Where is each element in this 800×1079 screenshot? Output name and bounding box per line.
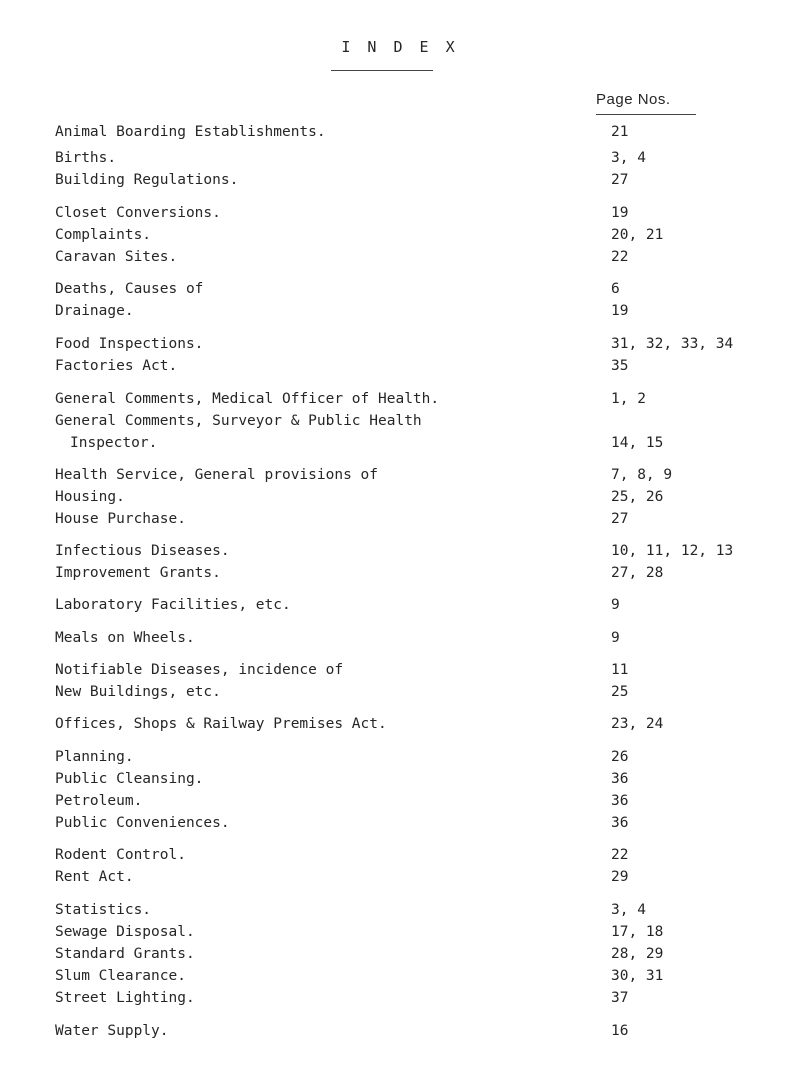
entry-page-numbers: 21 — [611, 124, 629, 140]
entry-topic: Notifiable Diseases, incidence of — [55, 662, 344, 678]
entry-page-numbers: 22 — [611, 249, 629, 265]
entry-topic: General Comments, Medical Officer of Health. — [55, 391, 440, 407]
entry-topic: Health Service, General provisions of — [55, 467, 379, 483]
entry-topic: Rodent Control. — [55, 847, 186, 863]
entry-page-numbers: 9 — [611, 597, 620, 613]
entry-page-numbers: 9 — [611, 630, 620, 646]
entry-topic: Slum Clearance. — [55, 968, 186, 984]
index-entry — [0, 1023, 800, 1043]
entry-topic: Complaints. — [55, 227, 152, 243]
index-entry — [0, 150, 800, 170]
index-entry — [0, 435, 800, 455]
entry-page-numbers: 11 — [611, 662, 629, 678]
index-entry — [0, 902, 800, 922]
entry-page-numbers: 14, 15 — [611, 435, 664, 451]
index-entry — [0, 489, 800, 509]
index-entry — [0, 124, 800, 144]
header-underline — [596, 114, 696, 115]
entry-page-numbers: 22 — [611, 847, 629, 863]
entry-page-numbers: 7, 8, 9 — [611, 467, 673, 483]
entry-topic: Laboratory Facilities, etc. — [55, 597, 291, 613]
index-entry — [0, 968, 800, 988]
entry-topic: Building Regulations. — [55, 172, 239, 188]
index-entry — [0, 771, 800, 791]
entry-page-numbers: 31, 32, 33, 34 — [611, 336, 734, 352]
entry-topic: Planning. — [55, 749, 134, 765]
index-entry — [0, 358, 800, 378]
entry-page-numbers: 26 — [611, 749, 629, 765]
entry-topic: General Comments, Surveyor & Public Health — [55, 413, 422, 429]
index-entry — [0, 413, 800, 433]
entry-page-numbers: 19 — [611, 205, 629, 221]
entry-page-numbers: 6 — [611, 281, 620, 297]
index-entry — [0, 662, 800, 682]
index-entry — [0, 869, 800, 889]
index-entry — [0, 793, 800, 813]
index-entry — [0, 630, 800, 650]
entry-page-numbers: 27 — [611, 511, 629, 527]
index-entry — [0, 946, 800, 966]
entry-page-numbers: 16 — [611, 1023, 629, 1039]
entry-page-numbers: 19 — [611, 303, 629, 319]
entry-page-numbers: 17, 18 — [611, 924, 664, 940]
entry-page-numbers: 28, 29 — [611, 946, 664, 962]
entry-page-numbers: 23, 24 — [611, 716, 664, 732]
index-entry — [0, 227, 800, 247]
entry-page-numbers: 27, 28 — [611, 565, 664, 581]
entry-topic: Deaths, Causes of — [55, 281, 204, 297]
entry-page-numbers: 25, 26 — [611, 489, 664, 505]
entry-page-numbers: 27 — [611, 172, 629, 188]
index-entry — [0, 336, 800, 356]
index-entry — [0, 391, 800, 411]
index-entry — [0, 597, 800, 617]
page-numbers-header: Page Nos. — [596, 91, 671, 108]
title-underline — [331, 70, 433, 71]
entry-topic: Meals on Wheels. — [55, 630, 195, 646]
entry-topic: Public Cleansing. — [55, 771, 204, 787]
page-title: I N D E X — [341, 38, 459, 56]
entry-topic: Water Supply. — [55, 1023, 169, 1039]
entry-topic: Factories Act. — [55, 358, 178, 374]
index-entry — [0, 511, 800, 531]
entry-topic: Street Lighting. — [55, 990, 195, 1006]
entry-page-numbers: 29 — [611, 869, 629, 885]
entry-page-numbers: 25 — [611, 684, 629, 700]
entry-topic: House Purchase. — [55, 511, 186, 527]
entry-topic: Animal Boarding Establishments. — [55, 124, 326, 140]
entry-page-numbers: 10, 11, 12, 13 — [611, 543, 734, 559]
index-entry — [0, 684, 800, 704]
entry-topic: Sewage Disposal. — [55, 924, 195, 940]
entry-page-numbers: 30, 31 — [611, 968, 664, 984]
index-entry — [0, 281, 800, 301]
entry-topic: Statistics. — [55, 902, 152, 918]
entry-topic: New Buildings, etc. — [55, 684, 221, 700]
index-entry — [0, 847, 800, 867]
entry-topic: Petroleum. — [55, 793, 143, 809]
index-entry — [0, 749, 800, 769]
entry-topic: Closet Conversions. — [55, 205, 221, 221]
entry-topic: Housing. — [55, 489, 125, 505]
entry-topic: Inspector. — [70, 435, 158, 451]
index-entry — [0, 205, 800, 225]
entry-topic: Offices, Shops & Railway Premises Act. — [55, 716, 387, 732]
entry-topic: Improvement Grants. — [55, 565, 221, 581]
index-entry — [0, 815, 800, 835]
entry-topic: Rent Act. — [55, 869, 134, 885]
entry-topic: Standard Grants. — [55, 946, 195, 962]
entry-page-numbers: 3, 4 — [611, 150, 646, 166]
entry-page-numbers: 3, 4 — [611, 902, 646, 918]
entry-topic: Caravan Sites. — [55, 249, 178, 265]
entry-topic: Drainage. — [55, 303, 134, 319]
entry-page-numbers: 20, 21 — [611, 227, 664, 243]
index-entry — [0, 924, 800, 944]
index-entry — [0, 990, 800, 1010]
entry-page-numbers: 35 — [611, 358, 629, 374]
index-entry — [0, 249, 800, 269]
index-entry — [0, 543, 800, 563]
entry-page-numbers: 37 — [611, 990, 629, 1006]
entry-topic: Public Conveniences. — [55, 815, 230, 831]
entry-topic: Births. — [55, 150, 117, 166]
index-entry — [0, 172, 800, 192]
index-entry — [0, 565, 800, 585]
entry-page-numbers: 36 — [611, 793, 629, 809]
index-entry — [0, 716, 800, 736]
entry-page-numbers: 1, 2 — [611, 391, 646, 407]
index-entry — [0, 303, 800, 323]
entry-page-numbers: 36 — [611, 771, 629, 787]
entry-topic: Infectious Diseases. — [55, 543, 230, 559]
entry-topic: Food Inspections. — [55, 336, 204, 352]
index-entry — [0, 467, 800, 487]
entry-page-numbers: 36 — [611, 815, 629, 831]
